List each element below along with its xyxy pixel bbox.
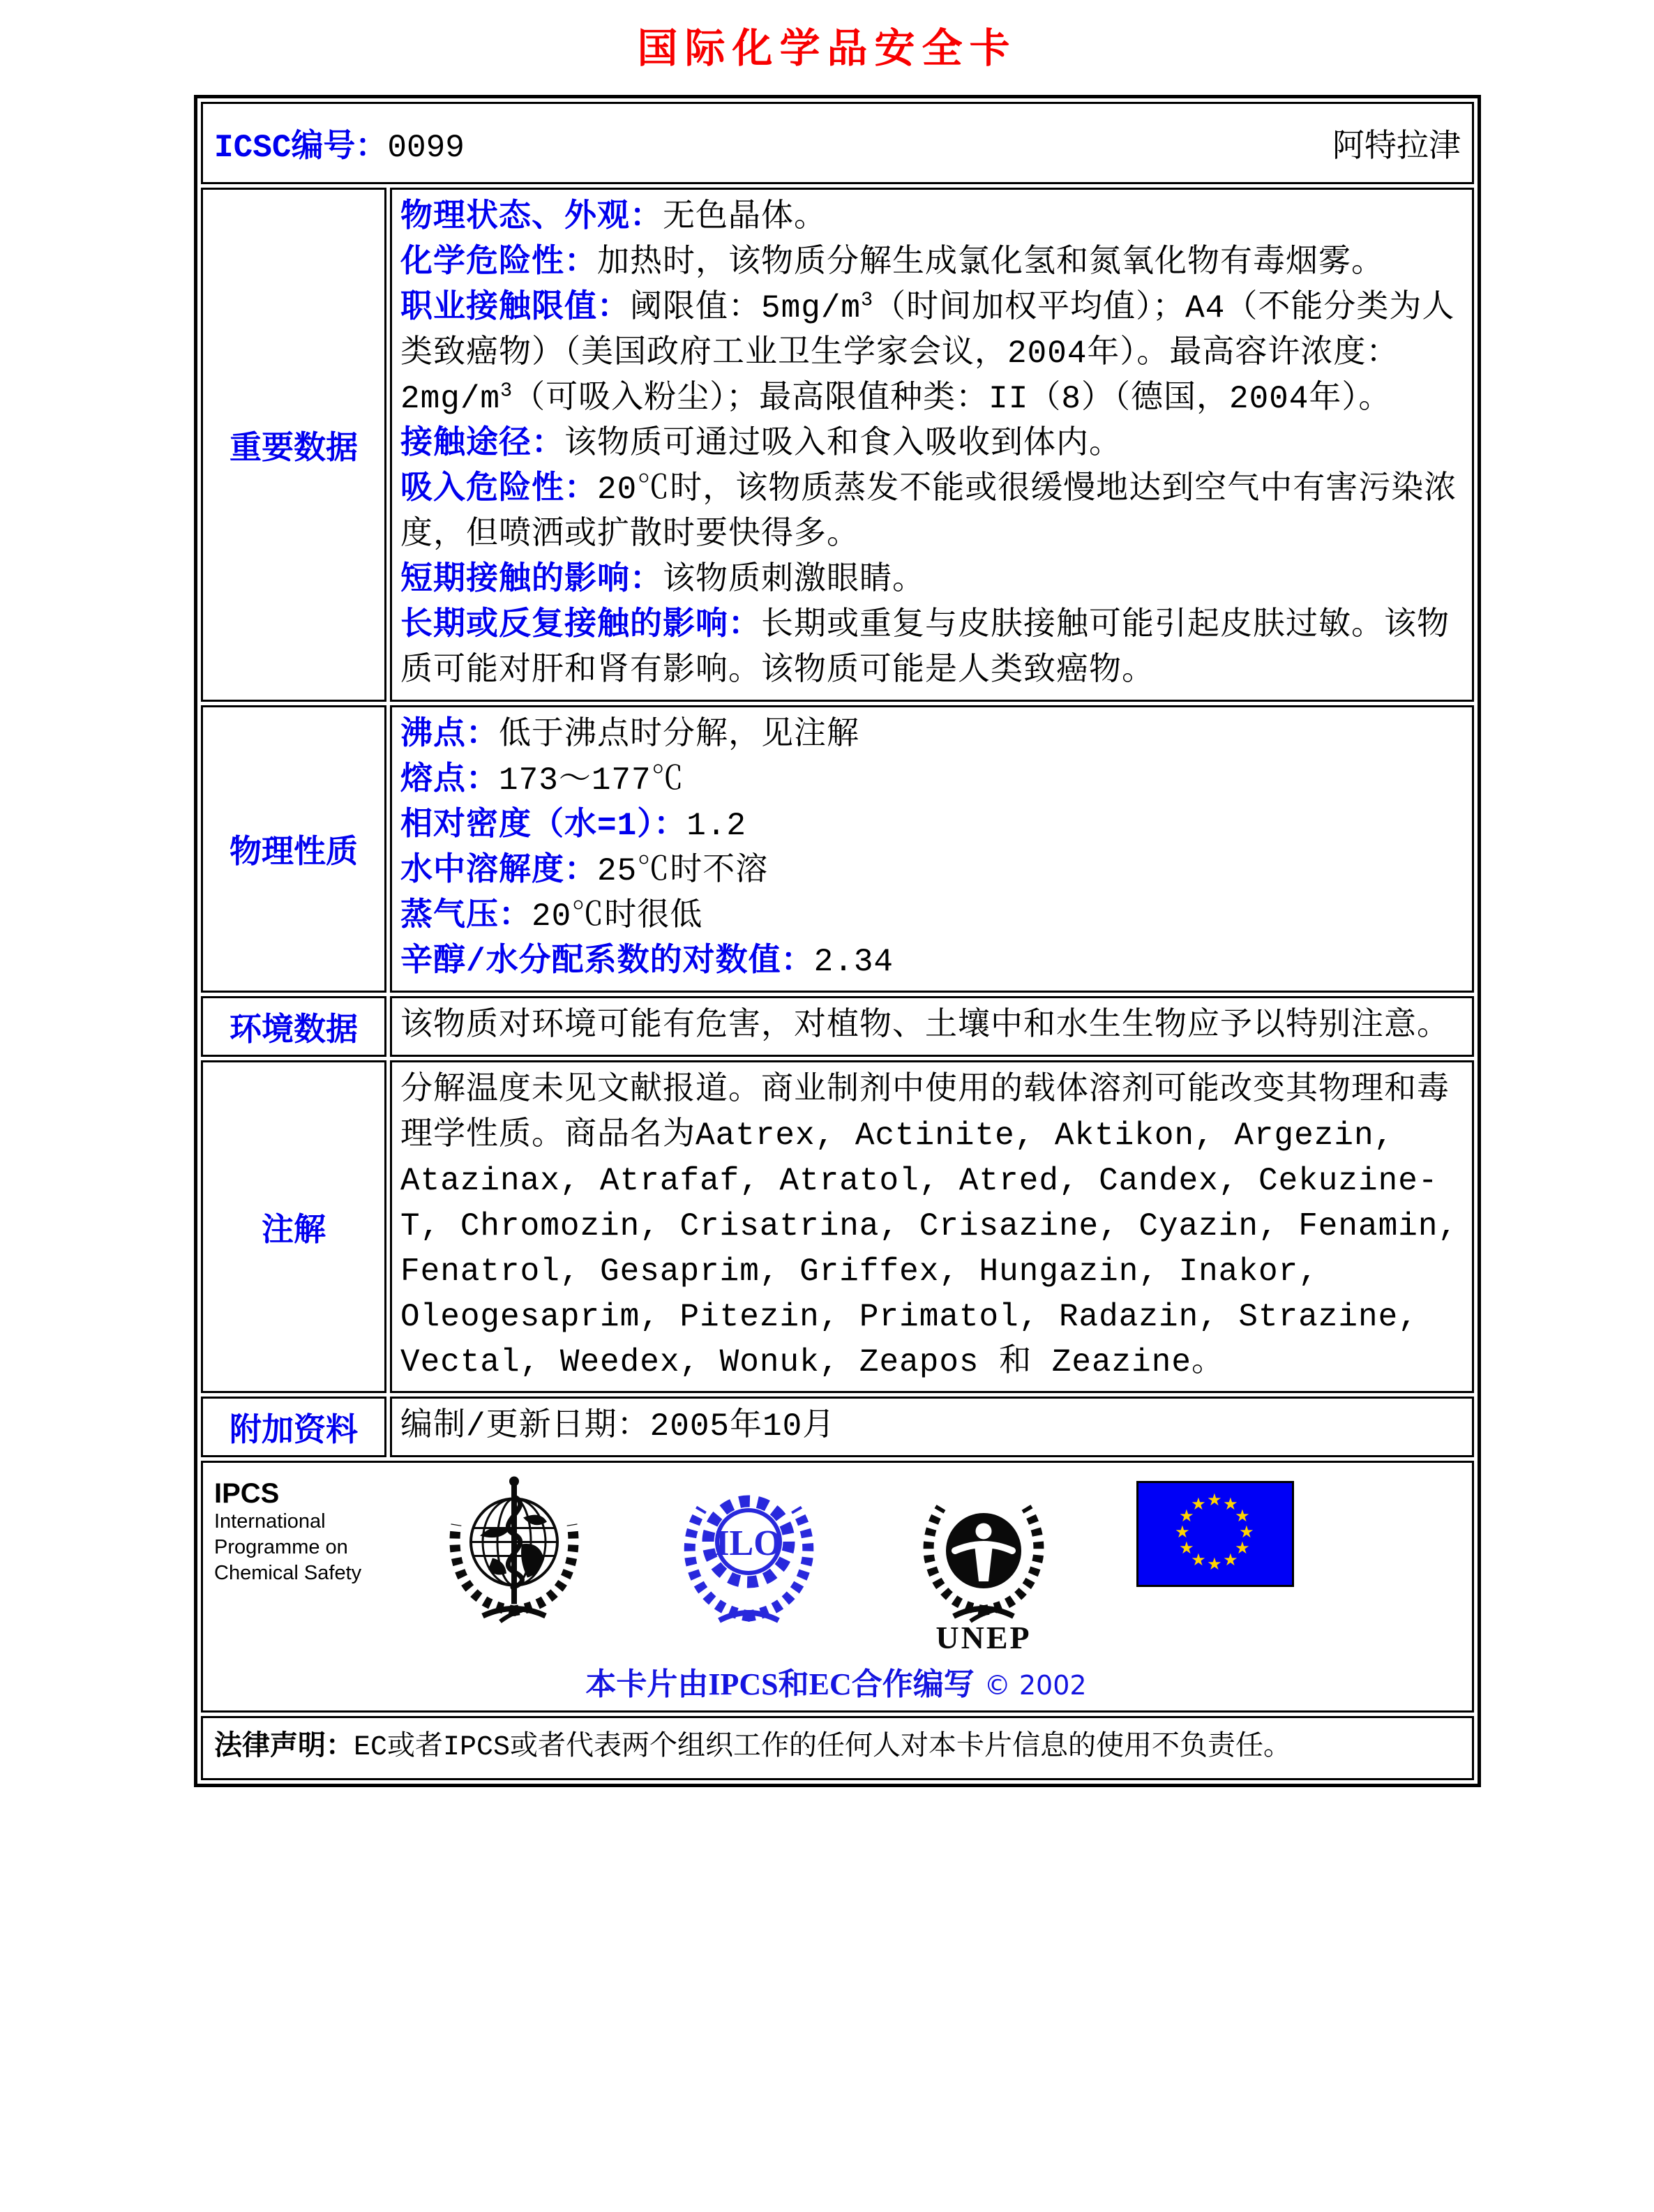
eu-star: ★ <box>1235 1506 1250 1526</box>
short-term-effects-item <box>400 558 1461 603</box>
chemical-name: 阿特拉津 <box>1332 130 1461 166</box>
logos-cell <box>201 1461 1474 1713</box>
water-solubility-item: 水中溶解度：25℃时不溶 <box>400 853 769 889</box>
safety-card-table <box>194 95 1481 1787</box>
logos-row <box>201 1461 1474 1713</box>
legal-cell <box>201 1716 1474 1780</box>
additional-info-content: 编制/更新日期：2005年10月 <box>390 1397 1474 1457</box>
short-term-effects-label: 短期接触的影响： <box>400 562 663 599</box>
row-label-additional-info: 附加资料 <box>201 1397 386 1457</box>
eu-star: ★ <box>1179 1538 1194 1558</box>
exposure-routes-text: 该物质可通过吸入和食入吸收到体内。 <box>564 426 1122 462</box>
long-term-effects-text: 长期或重复与皮肤接触可能引起皮肤过敏。该物质可能对肝和肾有影响。该物质可能是人类致癌物。 <box>400 608 1450 689</box>
physical-properties-content <box>390 705 1474 993</box>
long-term-effects-item <box>400 603 1461 694</box>
relative-density-item: 相对密度（水=1）：1.2 <box>400 808 747 844</box>
chemical-hazard-text: 加热时，该物质分解生成氯化氢和氮氧化物有毒烟雾。 <box>597 245 1384 281</box>
ipcs-text-block: IPCS International Programme on Chemical Safety <box>214 1478 362 1584</box>
superscript: 3 <box>500 379 513 402</box>
eu-star: ★ <box>1191 1494 1206 1514</box>
ilo-logo-icon <box>667 1473 831 1626</box>
credit-line <box>214 1659 1458 1703</box>
physical-properties-row <box>201 705 1474 993</box>
superscript: 3 <box>861 288 874 312</box>
eu-star: ★ <box>1223 1550 1238 1570</box>
icsc-number-value: 0099 <box>387 130 465 166</box>
legal-text: EC或者IPCS或者代表两个组织工作的任何人对本卡片信息的使用不负责任。 <box>354 1732 1292 1763</box>
important-data-row <box>201 188 1474 702</box>
inhalation-risk-label: 吸入危险性： <box>400 472 597 508</box>
exposure-routes-label: 接触途径： <box>400 426 564 462</box>
chemical-hazard-label: 化学危险性： <box>400 245 597 281</box>
legal-label: 法律声明： <box>214 1732 354 1763</box>
eu-star: ★ <box>1179 1506 1194 1526</box>
ipcs-acronym: IPCS <box>214 1478 280 1509</box>
ilo-letters: ILO <box>715 1523 782 1563</box>
eu-star: ★ <box>1235 1538 1250 1558</box>
row-label-physical-properties: 物理性质 <box>201 705 386 993</box>
eu-star: ★ <box>1207 1490 1222 1510</box>
octanol-water-item: 辛醇/水分配系数的对数值：2.34 <box>400 944 894 980</box>
eu-flag-icon <box>1136 1481 1294 1587</box>
copyright-text: © 2002 <box>984 1670 1087 1701</box>
environmental-data-content: 该物质对环境可能有危害，对植物、土壤中和水生生物应予以特别注意。 <box>390 996 1474 1057</box>
physical-state-label: 物理状态、外观： <box>400 200 663 236</box>
header-row <box>201 102 1474 184</box>
long-term-effects-label: 长期或反复接触的影响： <box>400 608 761 644</box>
eu-star: ★ <box>1239 1522 1254 1542</box>
melting-point-item: 熔点：173～177℃ <box>400 762 684 799</box>
credit-text: 本卡片由IPCS和EC合作编写 <box>585 1667 975 1701</box>
environmental-data-row <box>201 996 1474 1057</box>
occupational-limit-item: 职业接触限值：阈限值：$5mg/m^3$（时间加权平均值）；A4（不能分类为人类致癌物）（美国政府工业卫生学家会议，2004年）。最高容许浓度：$2mg/m^3$（可吸入粉尘）；最高限值种类：II（8）（德国，2004年）。 <box>400 288 1455 417</box>
exposure-routes-item <box>400 422 1461 467</box>
row-label-important-data: 重要数据 <box>201 188 386 702</box>
notes-row <box>201 1060 1474 1393</box>
inhalation-risk-text: 20℃时，该物质蒸发不能或很缓慢地达到空气中有害污染浓度，但喷洒或扩散时要快得多。 <box>400 472 1457 553</box>
icsc-number <box>214 120 465 166</box>
eu-star: ★ <box>1175 1522 1190 1542</box>
physical-state-item <box>400 195 1461 241</box>
eu-star: ★ <box>1207 1554 1222 1574</box>
eu-star: ★ <box>1191 1550 1206 1570</box>
legal-row <box>201 1716 1474 1780</box>
icsc-number-label: ICSC编号： <box>214 130 388 166</box>
unep-logo-icon <box>903 1473 1064 1657</box>
additional-info-row <box>201 1397 1474 1457</box>
boiling-point-item: 沸点：低于沸点时分解，见注解 <box>400 717 859 753</box>
row-label-environmental-data: 环境数据 <box>201 996 386 1057</box>
inhalation-risk-item <box>400 467 1461 558</box>
short-term-effects-text: 该物质刺激眼睛。 <box>663 562 925 599</box>
page-title: 国际化学品安全卡 <box>637 26 1017 71</box>
vapor-pressure-item: 蒸气压：20℃时很低 <box>400 898 703 935</box>
physical-state-text: 无色晶体。 <box>663 200 827 236</box>
who-logo-icon <box>434 1473 594 1626</box>
notes-content: 分解温度未见文献报道。商业制剂中使用的载体溶剂可能改变其物理和毒理学性质。商品名为Aatrex, Actinite, Aktikon, Argezin, Atazinax, Atrafaf, Atratol, Atred, Candex, Cekuzine-T, Chromozin, Crisatrina, Crisazine, Cyazin, Fenamin, Fenatrol, Gesaprim, Griffex, Hungazin, Inakor, Oleogesaprim, Pitezin, Primatol, Radazin, Strazine, Vectal, Weedex, Wonuk, Zeapos 和 Zeazine。 <box>390 1060 1474 1393</box>
header-cell <box>201 102 1474 184</box>
eu-star: ★ <box>1223 1494 1238 1514</box>
chemical-hazard-item <box>400 241 1461 286</box>
important-data-content <box>390 188 1474 702</box>
occupational-limit-label: 职业接触限值： <box>400 290 630 326</box>
unep-letters: UNEP <box>935 1620 1032 1655</box>
row-label-notes: 注解 <box>201 1060 386 1393</box>
